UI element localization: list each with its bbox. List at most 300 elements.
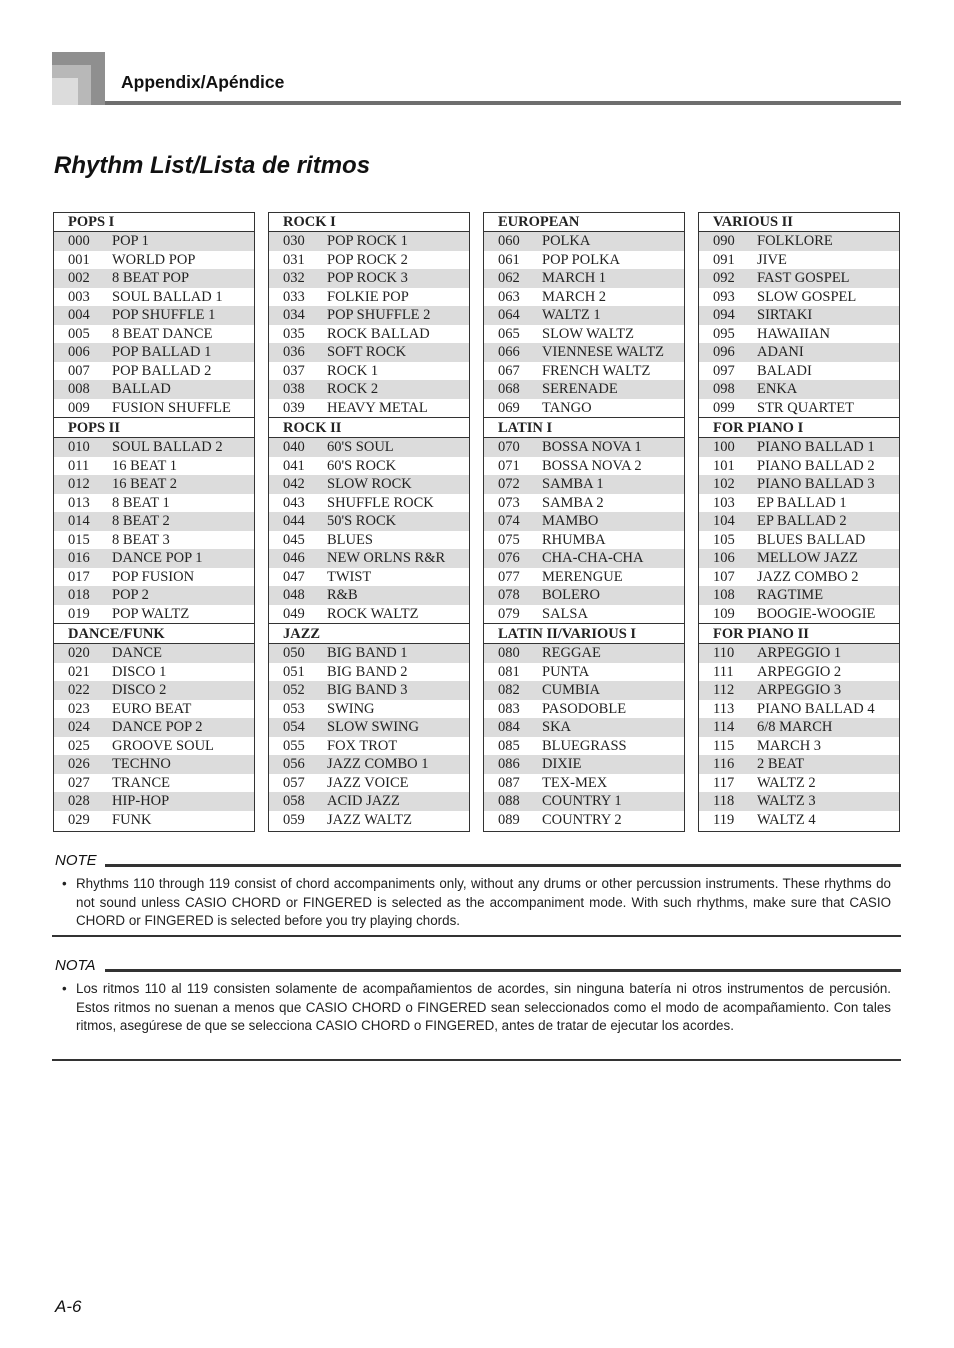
rhythm-name: 60'S ROCK [327,457,397,474]
rhythm-row [699,755,899,774]
group-title: DANCE/FUNK [54,623,254,644]
group-title: ROCK II [269,417,469,438]
rhythm-number: 075 [498,531,520,548]
rhythm-name: SOUL BALLAD 2 [112,439,223,455]
rhythm-name: DANCE POP 1 [112,550,203,566]
rhythm-name: PIANO BALLAD 2 [757,457,875,474]
rhythm-number: 046 [283,550,305,566]
rhythm-name: NEW ORLNS R&R [327,550,446,566]
rhythm-number: 051 [283,663,305,680]
rhythm-row [699,475,899,494]
rhythm-name: BIG BAND 2 [327,663,408,680]
rhythm-name: BOSSA NOVA 2 [542,457,642,474]
rhythm-number: 098 [713,381,735,397]
rhythm-number: 022 [68,682,90,698]
rhythm-number: 108 [713,587,735,603]
rhythm-row [484,306,684,325]
rhythm-row [484,475,684,494]
rhythm-row [54,232,254,251]
rhythm-number: 078 [498,587,520,603]
group-title: POPS II [54,417,254,438]
rhythm-name: 8 BEAT DANCE [112,325,213,342]
rhythm-number: 076 [498,550,520,566]
nota-text: Los ritmos 110 al 119 consisten solamente de acompañamientos de acordes, sin ninguna batería ni otros instrumentos de percusión. Estos ritmos no suenan a menos que CASIO CHORD o FINGERED sean seleccionados como el modo de acompañamiento. Con tales ritmos, asegúrese de que se selecciona CASIO CHORD o FINGERED, antes de tratar de ejecutar los acordes. [76,981,891,1034]
rhythm-name: JAZZ VOICE [327,774,409,791]
rhythm-row [484,586,684,605]
rhythm-name: POP WALTZ [112,605,190,622]
rhythm-group [54,213,254,417]
rhythm-number: 115 [713,737,735,754]
rhythm-number: 058 [283,793,305,809]
rhythm-row [484,362,684,381]
rhythm-number: 032 [283,270,305,286]
rhythm-group [484,213,684,417]
rhythm-row [699,568,899,587]
note-label: NOTE [55,852,97,869]
rhythm-name: TANGO [542,399,592,416]
rhythm-row [54,362,254,381]
rhythm-name: PIANO BALLAD 4 [757,700,875,717]
rhythm-name: HEAVY METAL [327,399,428,416]
rhythm-group [269,417,469,623]
rhythm-number: 069 [498,399,520,416]
rhythm-number: 037 [283,362,305,379]
rhythm-number: 026 [68,756,90,772]
rhythm-name: ROCK BALLAD [327,325,430,342]
rhythm-name: VIENNESE WALTZ [542,344,665,360]
rhythm-name: BOOGIE-WOOGIE [757,605,876,622]
rhythm-number: 110 [713,645,735,661]
rhythm-number: 117 [713,774,735,791]
rhythm-name: POP SHUFFLE 1 [112,307,216,323]
rhythm-name: ROCK 1 [327,362,379,379]
rhythm-number: 089 [498,811,520,828]
rhythm-number: 095 [713,325,735,342]
rhythm-number: 083 [498,700,520,717]
rhythm-name: FOX TROT [327,737,398,754]
rhythm-number: 015 [68,531,90,548]
rhythm-name: POP ROCK 3 [327,270,408,286]
rhythm-row [269,399,469,418]
rhythm-name: EP BALLAD 2 [757,513,847,529]
rhythm-number: 024 [68,719,90,735]
rhythm-number: 105 [713,531,735,548]
rhythm-name: WALTZ 2 [757,774,816,791]
rhythm-name: 60'S SOUL [327,439,394,455]
note-rule [105,864,901,867]
rhythm-column [53,212,255,832]
group-title: EUROPEAN [484,213,684,232]
rhythm-row [699,718,899,737]
rhythm-number: 109 [713,605,735,622]
rhythm-name: BOSSA NOVA 1 [542,439,642,455]
rhythm-number: 081 [498,663,520,680]
rhythm-name: DIXIE [542,756,582,772]
group-title: POPS I [54,213,254,232]
rhythm-row [54,531,254,550]
rhythm-row [54,399,254,418]
rhythm-row [269,457,469,476]
rhythm-number: 119 [713,811,735,828]
rhythm-number: 041 [283,457,305,474]
rhythm-name: JAZZ COMBO 1 [327,756,429,772]
rhythm-row [484,343,684,362]
rhythm-row [54,343,254,362]
rhythm-number: 091 [713,251,735,268]
rhythm-row [484,399,684,418]
rhythm-number: 055 [283,737,305,754]
rhythm-number: 043 [283,494,305,511]
rhythm-name: COUNTRY 2 [542,811,622,828]
rhythm-row [484,269,684,288]
rhythm-row [484,663,684,682]
rhythm-row [269,644,469,663]
rhythm-name: POP POLKA [542,251,621,268]
page-number: A-6 [55,1297,82,1316]
rhythm-number: 009 [68,399,90,416]
rhythm-name: ARPEGGIO 2 [757,663,842,680]
rhythm-name: PIANO BALLAD 1 [757,439,875,455]
rhythm-row [484,549,684,568]
rhythm-name: JAZZ WALTZ [327,811,412,828]
rhythm-name: POP ROCK 1 [327,233,408,249]
rhythm-row [54,681,254,700]
rhythm-row [269,663,469,682]
rhythm-number: 054 [283,719,305,735]
rhythm-name: PUNTA [542,663,590,680]
rhythm-name: ROCK 2 [327,381,379,397]
rhythm-name: SWING [327,700,375,717]
rhythm-row [54,755,254,774]
rhythm-group [484,417,684,623]
rhythm-number: 096 [713,344,735,360]
rhythm-row [699,549,899,568]
rhythm-row [484,380,684,399]
rhythm-row [484,438,684,457]
rhythm-row [269,288,469,307]
rhythm-number: 007 [68,362,90,379]
rhythm-row [54,718,254,737]
rhythm-number: 074 [498,513,520,529]
rhythm-column [698,212,900,832]
rhythm-row [269,269,469,288]
rhythm-number: 073 [498,494,520,511]
rhythm-row [54,494,254,513]
rhythm-name: WORLD POP [112,251,196,268]
rhythm-row [269,325,469,344]
rhythm-number: 056 [283,756,305,772]
rhythm-row [269,605,469,624]
rhythm-name: POP FUSION [112,568,195,585]
rhythm-name: POP ROCK 2 [327,251,408,268]
rhythm-number: 014 [68,513,90,529]
rhythm-row [269,718,469,737]
rhythm-row [699,232,899,251]
rhythm-name: POP BALLAD 1 [112,344,212,360]
rhythm-name: POP SHUFFLE 2 [327,307,431,323]
rhythm-row [484,251,684,270]
rhythm-row [269,531,469,550]
rhythm-row [699,586,899,605]
rhythm-row [484,681,684,700]
rhythm-row [54,306,254,325]
rhythm-name: 16 BEAT 2 [112,476,177,492]
corner-square-light [52,78,78,105]
rhythm-row [699,774,899,793]
rhythm-number: 064 [498,307,520,323]
rhythm-number: 030 [283,233,305,249]
page-title: Rhythm List/Lista de ritmos [54,152,371,179]
rhythm-name: EURO BEAT [112,700,192,717]
rhythm-number: 067 [498,362,520,379]
rhythm-name: SLOW SWING [327,719,419,735]
rhythm-name: MARCH 1 [542,270,607,286]
rhythm-number: 103 [713,494,735,511]
rhythm-number: 001 [68,251,90,268]
rhythm-number: 070 [498,439,520,455]
rhythm-name: ACID JAZZ [327,793,400,809]
rhythm-name: CUMBIA [542,682,601,698]
rhythm-row [484,755,684,774]
rhythm-name: MAMBO [542,513,599,529]
rhythm-number: 111 [713,663,734,680]
rhythm-number: 035 [283,325,305,342]
rhythm-number: 097 [713,362,735,379]
rhythm-row [54,269,254,288]
rhythm-number: 028 [68,793,90,809]
rhythm-row [269,362,469,381]
rhythm-row [269,681,469,700]
rhythm-name: TRANCE [112,774,170,791]
rhythm-name: SLOW GOSPEL [757,288,857,305]
corner-tab-decoration [52,52,105,105]
rhythm-row [699,531,899,550]
rhythm-row [699,269,899,288]
group-title: FOR PIANO II [699,623,899,644]
nota-rule [105,969,901,972]
rhythm-row [699,811,899,830]
rhythm-row [269,494,469,513]
rhythm-number: 086 [498,756,520,772]
rhythm-name: ARPEGGIO 1 [757,645,842,661]
rhythm-group [484,623,684,829]
rhythm-name: SLOW WALTZ [542,325,634,342]
rhythm-number: 057 [283,774,305,791]
rhythm-number: 011 [68,457,90,474]
rhythm-name: R&B [327,587,358,603]
rhythm-row [54,737,254,756]
rhythm-number: 061 [498,251,520,268]
rhythm-name: POLKA [542,233,591,249]
rhythm-row [269,737,469,756]
section-header: Appendix/Apéndice [121,72,285,92]
rhythm-number: 085 [498,737,520,754]
rhythm-row [699,512,899,531]
rhythm-row [484,232,684,251]
rhythm-name: DISCO 2 [112,682,167,698]
rhythm-name: BOLERO [542,587,600,603]
rhythm-name: FOLKIE POP [327,288,409,305]
rhythm-number: 071 [498,457,520,474]
rhythm-number: 116 [713,756,735,772]
rhythm-row [699,494,899,513]
rhythm-row [54,700,254,719]
rhythm-number: 010 [68,439,90,455]
rhythm-number: 112 [713,682,735,698]
rhythm-row [484,512,684,531]
note-bottom-rule [52,935,901,937]
note-body [62,875,891,931]
rhythm-number: 107 [713,568,735,585]
rhythm-name: HAWAIIAN [757,325,830,342]
rhythm-row [699,737,899,756]
rhythm-name: SOUL BALLAD 1 [112,288,223,305]
rhythm-number: 018 [68,587,90,603]
rhythm-number: 036 [283,344,305,360]
rhythm-name: DISCO 1 [112,663,167,680]
rhythm-row [54,457,254,476]
rhythm-name: SALSA [542,605,588,622]
rhythm-name: ADANI [757,344,804,360]
rhythm-row [484,811,684,830]
rhythm-number: 114 [713,719,735,735]
rhythm-name: REGGAE [542,645,601,661]
rhythm-row [484,288,684,307]
rhythm-row [269,792,469,811]
rhythm-group [699,417,899,623]
rhythm-row [699,306,899,325]
rhythm-number: 025 [68,737,90,754]
rhythm-row [699,457,899,476]
nota-label: NOTA [55,957,96,974]
rhythm-row [269,306,469,325]
rhythm-name: 6/8 MARCH [757,719,833,735]
rhythm-row [484,325,684,344]
rhythm-name: MARCH 3 [757,737,822,754]
rhythm-name: 8 BEAT 3 [112,531,170,548]
rhythm-number: 077 [498,568,520,585]
rhythm-group [269,623,469,829]
rhythm-name: SIRTAKI [757,307,813,323]
rhythm-number: 062 [498,270,520,286]
rhythm-row [484,718,684,737]
rhythm-name: JAZZ COMBO 2 [757,568,859,585]
rhythm-row [484,700,684,719]
rhythm-name: FUNK [112,811,152,828]
rhythm-name: FRENCH WALTZ [542,362,651,379]
rhythm-name: PIANO BALLAD 3 [757,476,875,492]
rhythm-row [699,605,899,624]
rhythm-row [54,288,254,307]
rhythm-column [483,212,685,832]
rhythm-number: 082 [498,682,520,698]
rhythm-name: 16 BEAT 1 [112,457,177,474]
group-title: FOR PIANO I [699,417,899,438]
rhythm-name: COUNTRY 1 [542,793,622,809]
rhythm-row [699,288,899,307]
rhythm-number: 094 [713,307,735,323]
rhythm-row [699,251,899,270]
rhythm-number: 042 [283,476,305,492]
rhythm-number: 063 [498,288,520,305]
rhythm-number: 012 [68,476,90,492]
rhythm-name: DANCE POP 2 [112,719,203,735]
rhythm-name: BLUEGRASS [542,737,627,754]
rhythm-row [484,531,684,550]
rhythm-number: 000 [68,233,90,249]
rhythm-number: 039 [283,399,305,416]
rhythm-row [699,792,899,811]
rhythm-number: 090 [713,233,735,249]
rhythm-number: 003 [68,288,90,305]
rhythm-name: TEX-MEX [542,774,608,791]
rhythm-row [269,700,469,719]
rhythm-name: CHA-CHA-CHA [542,550,644,566]
rhythm-row [54,586,254,605]
rhythm-row [699,362,899,381]
rhythm-number: 100 [713,439,735,455]
rhythm-row [54,512,254,531]
rhythm-number: 113 [713,700,735,717]
rhythm-row [699,399,899,418]
rhythm-group [54,623,254,829]
rhythm-row [269,549,469,568]
rhythm-row [699,644,899,663]
rhythm-name: SKA [542,719,572,735]
rhythm-row [54,438,254,457]
rhythm-name: SOFT ROCK [327,344,407,360]
rhythm-row [54,568,254,587]
rhythm-number: 013 [68,494,90,511]
rhythm-row [54,549,254,568]
rhythm-name: MERENGUE [542,568,623,585]
rhythm-group [269,213,469,417]
rhythm-number: 006 [68,344,90,360]
rhythm-name: MELLOW JAZZ [757,550,858,566]
rhythm-row [484,494,684,513]
group-title: LATIN II/VARIOUS I [484,623,684,644]
rhythm-name: TWIST [327,568,372,585]
rhythm-number: 021 [68,663,90,680]
rhythm-name: RHUMBA [542,531,606,548]
rhythm-name: BALADI [757,362,812,379]
rhythm-row [269,438,469,457]
rhythm-name: ENKA [757,381,798,397]
rhythm-number: 060 [498,233,520,249]
rhythm-number: 038 [283,381,305,397]
rhythm-name: ARPEGGIO 3 [757,682,842,698]
rhythm-number: 087 [498,774,520,791]
rhythm-number: 044 [283,513,305,529]
rhythm-name: SLOW ROCK [327,476,412,492]
rhythm-number: 049 [283,605,305,622]
rhythm-number: 118 [713,793,735,809]
rhythm-name: POP 2 [112,587,149,603]
rhythm-row [54,251,254,270]
rhythm-name: TECHNO [112,756,171,772]
rhythm-number: 106 [713,550,735,566]
rhythm-number: 092 [713,270,735,286]
rhythm-number: 033 [283,288,305,305]
rhythm-number: 053 [283,700,305,717]
rhythm-name: SAMBA 1 [542,476,604,492]
rhythm-name: BIG BAND 3 [327,682,408,698]
rhythm-row [269,343,469,362]
rhythm-number: 052 [283,682,305,698]
rhythm-name: SHUFFLE ROCK [327,494,434,511]
rhythm-row [269,755,469,774]
rhythm-group [54,417,254,623]
